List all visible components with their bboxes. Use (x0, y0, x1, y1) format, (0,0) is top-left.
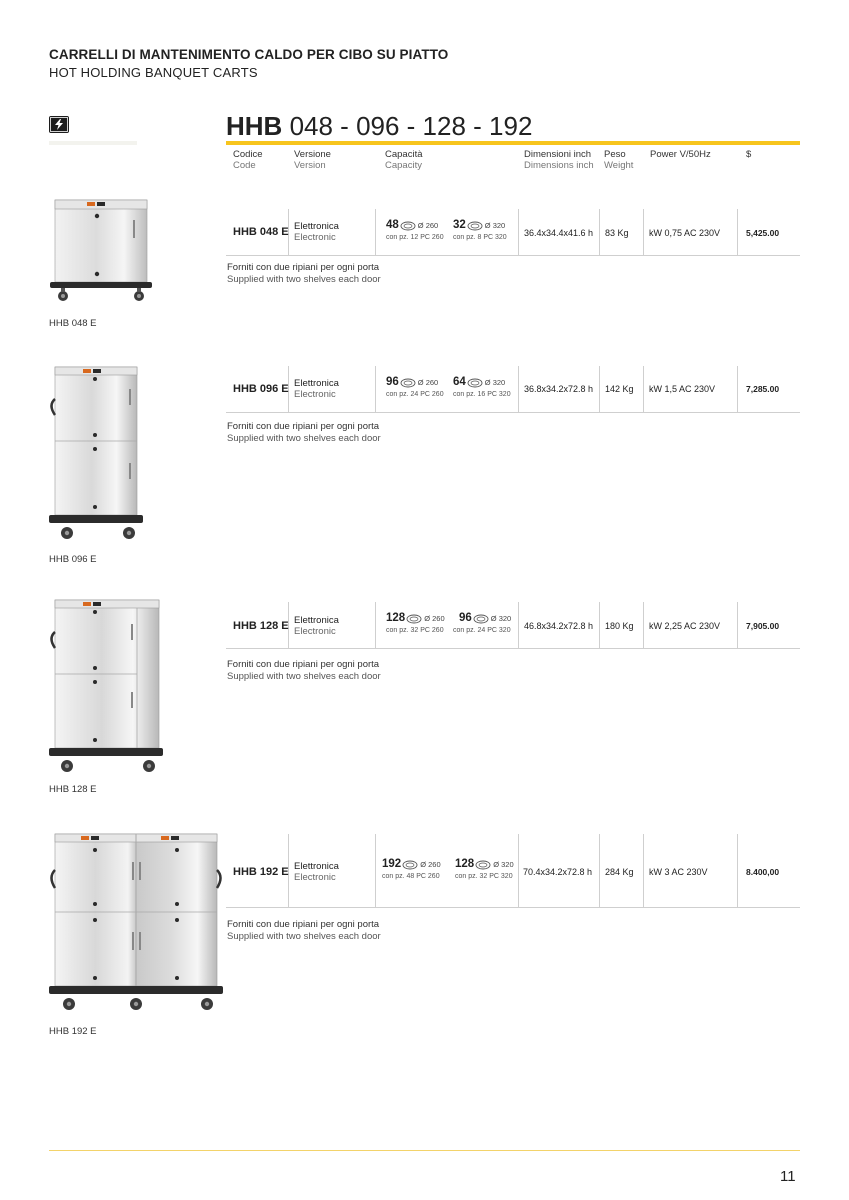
col-divider (518, 602, 519, 648)
capacity-detail: con pz. 16 PC 320 (453, 391, 511, 398)
col-header-code (233, 149, 263, 171)
col-header-weight-it: Peso (604, 149, 626, 160)
col-header-price-it: $ (746, 149, 752, 160)
row-divider (226, 412, 800, 413)
model-note (227, 919, 381, 943)
plate-icon (467, 221, 483, 231)
col-header-dimensions (524, 149, 594, 171)
model-note-en: Supplied with two shelves each door (227, 433, 381, 444)
col-header-price (746, 149, 751, 160)
page-number: 11 (780, 1168, 796, 1185)
model-note-it: Forniti con due ripiani per ogni porta (227, 919, 380, 930)
capacity-320 (455, 858, 514, 880)
capacity-count: 96 (386, 376, 399, 388)
plate-icon (473, 614, 489, 624)
col-divider (375, 834, 376, 907)
model-dimensions: 70.4x34.2x72.8 h (523, 867, 593, 877)
model-note (227, 262, 381, 286)
model-note-it: Forniti con due ripiani per ogni porta (227, 659, 380, 670)
capacity-detail: con pz. 24 PC 260 (386, 391, 444, 398)
model-dimensions: 36.8x34.2x72.8 h (524, 384, 594, 394)
col-divider (375, 209, 376, 255)
model-price: 5,425.00 (746, 228, 780, 238)
col-divider (599, 366, 600, 412)
capacity-260 (386, 219, 444, 241)
plate-icon (400, 221, 416, 231)
col-divider (599, 602, 600, 648)
col-header-version-en: Version (294, 160, 326, 171)
capacity-detail: con pz. 32 PC 260 (386, 627, 444, 634)
col-header-code-en: Code (233, 160, 256, 171)
model-weight: 180 Kg (605, 621, 634, 631)
col-divider (643, 602, 644, 648)
model-version-en: Electronic (294, 232, 336, 243)
col-header-dimensions-it: Dimensioni inch (524, 149, 592, 160)
col-divider (737, 366, 738, 412)
model-power: kW 3 AC 230V (649, 867, 708, 877)
model-power: kW 2,25 AC 230V (649, 621, 721, 631)
electric-bolt-icon (49, 116, 69, 133)
capacity-detail: con pz. 32 PC 320 (455, 873, 513, 880)
model-dimensions: 36.4x34.4x41.6 h (524, 228, 594, 238)
capacity-260 (386, 612, 445, 634)
model-note-it: Forniti con due ripiani per ogni porta (227, 262, 380, 273)
cart-image-label: HHB 192 E (49, 1026, 97, 1037)
capacity-320 (453, 219, 507, 241)
plate-diameter: Ø 320 (490, 614, 512, 623)
capacity-320 (453, 612, 512, 634)
model-price: 7,285.00 (746, 384, 780, 394)
col-header-weight (604, 149, 633, 171)
header-title-english: HOT HOLDING BANQUET CARTS (49, 65, 258, 80)
cart-image-128 (45, 598, 167, 776)
capacity-detail: con pz. 48 PC 260 (382, 873, 440, 880)
model-version (294, 221, 339, 243)
capacity-detail: con pz. 8 PC 320 (453, 234, 507, 241)
col-header-capacity-it: Capacità (385, 149, 423, 160)
cart-image-label: HHB 048 E (49, 318, 97, 329)
plate-icon (402, 860, 418, 870)
col-header-capacity-en: Capacity (385, 160, 422, 171)
plate-diameter: Ø 320 (493, 860, 514, 869)
model-version-it: Elettronica (294, 221, 339, 232)
col-divider (737, 834, 738, 907)
row-divider (226, 255, 800, 256)
plate-diameter: Ø 260 (424, 614, 445, 623)
plate-diameter: Ø 260 (420, 860, 441, 869)
capacity-detail: con pz. 12 PC 260 (386, 234, 444, 241)
header-divider-accent (226, 141, 800, 145)
model-note-it: Forniti con due ripiani per ogni porta (227, 421, 380, 432)
col-header-code-it: Codice (233, 149, 263, 160)
capacity-detail: con pz. 24 PC 320 (453, 627, 511, 634)
col-header-dimensions-en: Dimensions inch (524, 160, 594, 171)
col-divider (599, 209, 600, 255)
model-version (294, 861, 339, 883)
col-divider (643, 366, 644, 412)
capacity-count: 32 (453, 219, 466, 231)
model-price: 7,905.00 (746, 621, 780, 631)
row-divider (226, 648, 800, 649)
model-power: kW 0,75 AC 230V (649, 228, 721, 238)
footer-divider (49, 1150, 800, 1151)
header-title-italian: CARRELLI DI MANTENIMENTO CALDO PER CIBO SU PIATTO (49, 47, 449, 62)
model-note (227, 659, 381, 683)
model-note-en: Supplied with two shelves each door (227, 931, 381, 942)
model-price: 8.400,00 (746, 867, 780, 877)
model-code: HHB 096 E (233, 383, 289, 395)
model-version-it: Elettronica (294, 378, 339, 389)
col-divider (375, 602, 376, 648)
model-note (227, 421, 381, 445)
model-version (294, 378, 339, 400)
capacity-count: 64 (453, 376, 466, 388)
model-version-en: Electronic (294, 872, 336, 883)
col-divider (518, 366, 519, 412)
col-header-version-it: Versione (294, 149, 331, 160)
col-divider (518, 834, 519, 907)
model-note-en: Supplied with two shelves each door (227, 671, 381, 682)
col-header-capacity (385, 149, 423, 171)
plate-icon (467, 378, 483, 388)
model-version-it: Elettronica (294, 861, 339, 872)
capacity-260 (382, 858, 441, 880)
plate-icon (475, 860, 491, 870)
capacity-count: 128 (455, 858, 475, 870)
model-dimensions: 46.8x34.2x72.8 h (524, 621, 594, 631)
model-note-en: Supplied with two shelves each door (227, 274, 381, 285)
capacity-260 (386, 376, 444, 398)
model-version-en: Electronic (294, 389, 336, 400)
capacity-count: 192 (382, 858, 402, 870)
col-divider (643, 209, 644, 255)
plate-diameter: Ø 320 (484, 221, 506, 230)
product-title (226, 111, 532, 141)
col-divider (375, 366, 376, 412)
col-header-power-it: Power V/50Hz (650, 149, 711, 160)
row-divider (226, 907, 800, 908)
col-header-weight-en: Weight (604, 160, 634, 171)
model-weight: 142 Kg (605, 384, 634, 394)
capacity-count: 96 (459, 612, 472, 624)
capacity-320 (453, 376, 511, 398)
model-version (294, 615, 339, 637)
capacity-count: 128 (386, 612, 406, 624)
plate-diameter: Ø 320 (484, 378, 506, 387)
col-divider (737, 209, 738, 255)
col-divider (737, 602, 738, 648)
cart-image-label: HHB 096 E (49, 554, 97, 565)
plate-icon (400, 378, 416, 388)
plate-diameter: Ø 260 (417, 378, 439, 387)
model-version-it: Elettronica (294, 615, 339, 626)
model-code: HHB 192 E (233, 866, 289, 878)
cart-image-096 (45, 365, 145, 545)
capacity-count: 48 (386, 219, 399, 231)
model-weight: 83 Kg (605, 228, 629, 238)
col-divider (599, 834, 600, 907)
cart-image-192 (45, 832, 225, 1017)
model-version-en: Electronic (294, 626, 336, 637)
col-header-version (294, 149, 331, 171)
cart-image-label: HHB 128 E (49, 784, 97, 795)
col-divider (643, 834, 644, 907)
product-code: HHB (226, 111, 283, 141)
plate-icon (406, 614, 422, 624)
model-power: kW 1,5 AC 230V (649, 384, 716, 394)
header-divider-left (49, 141, 137, 145)
model-weight: 284 Kg (605, 867, 634, 877)
product-range: 048 - 096 - 128 - 192 (289, 111, 533, 141)
model-code: HHB 128 E (233, 620, 289, 632)
model-code: HHB 048 E (233, 226, 289, 238)
plate-diameter: Ø 260 (417, 221, 439, 230)
col-header-power (650, 149, 711, 160)
cart-image-048 (47, 198, 155, 306)
col-divider (518, 209, 519, 255)
